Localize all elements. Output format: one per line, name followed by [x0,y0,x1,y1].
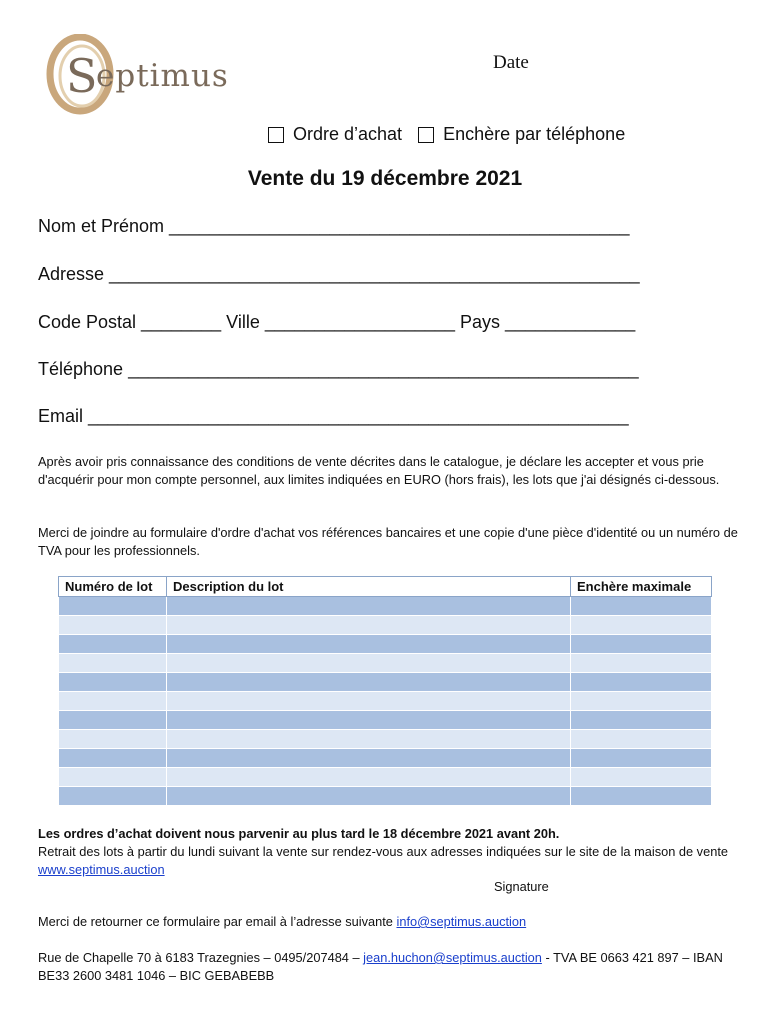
pickup-text [38,843,738,879]
table-row [59,730,712,749]
lot-number-cell[interactable] [59,673,167,692]
table-row [59,635,712,654]
ordre-achat-checkbox[interactable] [268,127,284,143]
lot-number-cell[interactable] [59,711,167,730]
max-bid-cell[interactable] [571,692,712,711]
lot-description-cell[interactable] [167,692,571,711]
footer-tax-bank-text: - TVA BE 0663 421 897 – IBAN BE33 2600 3481 1046 – BIC GEBABEBB [38,950,723,983]
sale-title: Vente du 19 décembre 2021 [247,167,523,190]
max-bid-cell[interactable] [571,711,712,730]
join-note-text: Merci de joindre au formulaire d'ordre d'achat vos références bancaires et une copie d'une pièce d'identité ou un numéro de TVA pour les professionnels. [38,525,738,558]
max-bid-cell[interactable] [571,597,712,616]
lot-description-cell[interactable] [167,654,571,673]
signature-label: Signature [494,879,549,894]
ordre-achat-label: Ordre d’achat [293,124,403,144]
lot-description-cell[interactable] [167,730,571,749]
lot-number-cell[interactable] [59,692,167,711]
date-label: Date [493,52,529,73]
enchere-telephone-label: Enchère par téléphone [443,124,626,144]
table-row [59,711,712,730]
website-link[interactable]: www.septimus.auction [38,862,165,877]
lot-number-cell[interactable] [59,616,167,635]
declaration-text: Après avoir pris connaissance des conditions de vente décrites dans le catalogue, je déclare les accepter et vous prie d'acquérir pour mon compte personnel, aux limites indiquées en EURO (hors frais), les lots que j'ai désignés ci-dessous. [38,454,720,487]
max-bid-cell[interactable] [571,787,712,806]
header-max-bid: Enchère maximale [571,577,712,597]
postal-city-country-field[interactable]: Code Postal ________ Ville ___________________ Pays _____________ [38,312,636,332]
max-bid-cell[interactable] [571,768,712,787]
lot-description-cell[interactable] [167,673,571,692]
footer-address [38,949,738,985]
max-bid-cell[interactable] [571,635,712,654]
footer-address-text: Rue de Chapelle 70 à 6183 Trazegnies – 0495/207484 – [38,950,364,965]
order-type-options [268,124,625,145]
table-row [59,654,712,673]
header-lot-description: Description du lot [167,577,571,597]
table-row [59,787,712,806]
lot-description-cell[interactable] [167,787,571,806]
header-lot-number: Numéro de lot [59,577,167,597]
logo-wordmark: eptimus [96,58,229,94]
lot-number-cell[interactable] [59,749,167,768]
table-row [59,597,712,616]
lot-description-cell[interactable] [167,768,571,787]
lot-number-cell[interactable] [59,654,167,673]
table-row [59,616,712,635]
max-bid-cell[interactable] [571,616,712,635]
info-email-link[interactable]: info@septimus.auction [396,914,527,929]
max-bid-cell[interactable] [571,654,712,673]
lot-number-cell[interactable] [59,730,167,749]
return-note [38,913,738,931]
max-bid-cell[interactable] [571,749,712,768]
deadline-text: Les ordres d’achat doivent nous parvenir au plus tard le 18 décembre 2021 avant 20h. [38,826,560,841]
return-note-text: Merci de retourner ce formulaire par email à l’adresse suivante [38,914,397,929]
max-bid-cell[interactable] [571,673,712,692]
lot-description-cell[interactable] [167,597,571,616]
lot-description-cell[interactable] [167,616,571,635]
logo-letter: S [66,49,98,103]
contact-email-link[interactable]: jean.huchon@septimus.auction [363,950,542,965]
table-row [59,692,712,711]
address-field[interactable]: Adresse _____________________________________________________ [38,264,640,284]
pickup-sentence: Retrait des lots à partir du lundi suivant la vente sur rendez-vous aux adresses indiquées sur le site de la maison de vente [38,844,728,859]
lot-number-cell[interactable] [59,597,167,616]
name-field[interactable]: Nom et Prénom ______________________________________________ [38,216,630,236]
table-row [59,749,712,768]
table-row [59,673,712,692]
lot-number-cell[interactable] [59,635,167,654]
lot-description-cell[interactable] [167,711,571,730]
lot-number-cell[interactable] [59,787,167,806]
phone-field[interactable]: Téléphone ___________________________________________________ [38,359,639,379]
table-row [59,768,712,787]
lots-table [58,576,712,806]
max-bid-cell[interactable] [571,730,712,749]
enchere-telephone-checkbox[interactable] [418,127,434,143]
lot-number-cell[interactable] [59,768,167,787]
email-field[interactable]: Email ______________________________________________________ [38,406,629,426]
lot-description-cell[interactable] [167,749,571,768]
lot-description-cell[interactable] [167,635,571,654]
table-header-row [59,577,712,597]
